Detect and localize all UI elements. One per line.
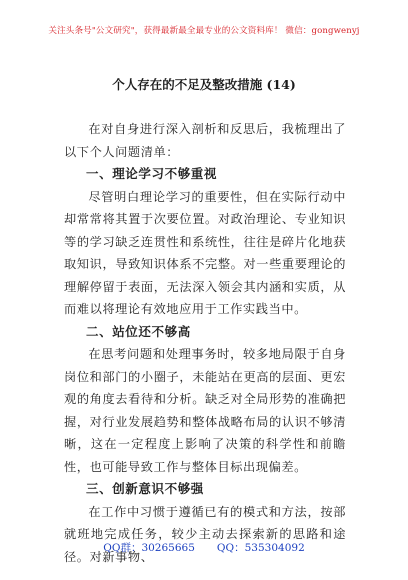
document-body <box>64 112 346 568</box>
contact-footer <box>0 540 408 555</box>
section-heading-2: 二、站位还不够高 <box>86 323 191 339</box>
qq-contact-number: QQ：535304092 <box>216 542 305 554</box>
document-title: 个人存在的不足及整改措施 (14) <box>112 77 296 92</box>
section-heading-1: 一、理论学习不够重视 <box>86 166 218 181</box>
section-paragraph-2: 在思考问题和处理事务时，较多地局限于自身岗位和部门的小圈子，未能站在更高的层面、更宏观的角度去看待和分析。缺乏对全局形势的准确把握，对行业发展趋势和整体战略布局的认识不够清晰，这在一定程度上影响了决策的科学性和前瞻性，也可能导致工作与整体目标出现偏差。 <box>64 347 346 474</box>
section-paragraph-3: 在工作中习惯于遵循已有的模式和方法，按部就班地完成任务，较少主动去探索新的思路和途径。对新事物、 <box>64 504 346 564</box>
qq-group-number: QQ群：30265665 <box>103 542 195 554</box>
promo-banner: 关注头条号"公文研究"，获得最新最全最专业的公文资料库！ 微信：gongwenyj <box>48 26 360 36</box>
intro-paragraph: 在对自身进行深入剖析和反思后，我梳理出了以下个人问题清单： <box>64 122 346 159</box>
section-heading-3: 三、创新意识不够强 <box>86 481 204 496</box>
section-paragraph-1: 尽管明白理论学习的重要性，但在实际行动中却常常将其置于次要位置。对政治理论、专业知识等的学习缺乏连贯性和系统性，往往是碎片化地获取知识，导致知识体系不完整。对一些重要理论的理解停留于表面，无法深入领会其内涵和实质，从而难以将理论有效地应用于工作实践当中。 <box>64 189 346 316</box>
